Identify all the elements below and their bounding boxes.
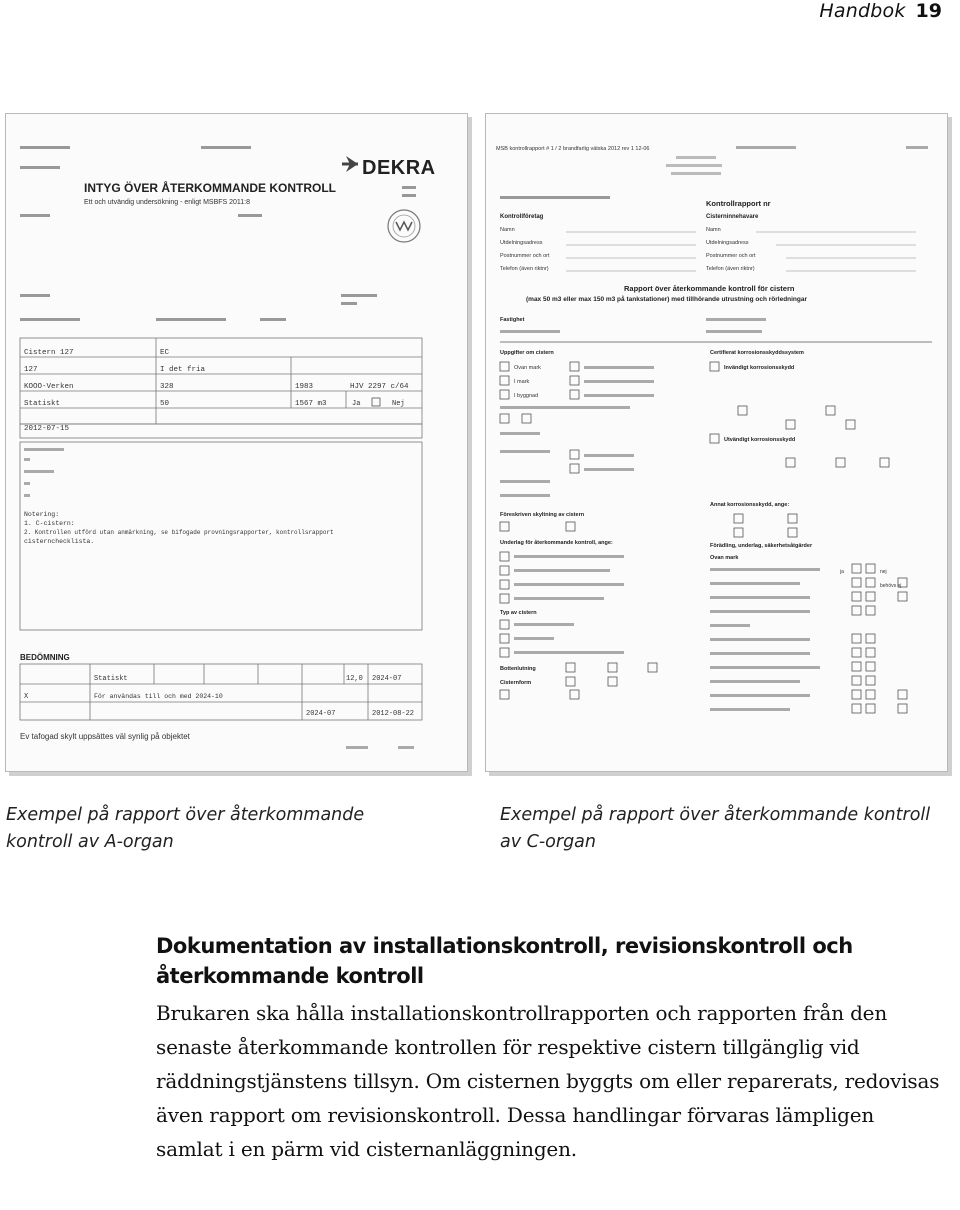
doc-c-invandig: Invändigt korrosionsskydd [724,365,795,371]
doc-c-cisterninnehavare: Cisterninnehavare [706,214,759,220]
section-heading: Dokumentation av installationskontroll, revisionskontroll och återkommande kontroll [156,934,853,988]
caption-c-organ: Exempel på rapport över återkommande kontroll av C-organ [500,805,931,852]
doc-a-year: 1983 [295,383,314,391]
doc-a-notering-3: cisternchecklista. [24,538,95,545]
doc-c-main-subtitle: (max 50 m3 eller max 150 m3 på tankstationer) med tillhörande utrustning och rörledningar [526,296,808,303]
doc-a-hjv: HJV 2297 c/64 [350,383,409,391]
doc-a-date: 2012-07-15 [24,425,70,433]
doc-a-footer-note: Ev tafogad skylt uppsättes väl synlig på objektet [20,732,190,741]
doc-c-main-title: Rapport över återkommande kontroll för cistern [624,284,795,293]
doc-a-ec: EC [160,349,170,357]
dekra-logo-text: DEKRA [362,157,436,179]
doc-c-i-byggnad: I byggnad [514,393,539,399]
doc-c-kontrollrapport: Kontrollrapport nr [706,199,771,208]
doc-c-foradling: Förädling, underlag, säkerhetsåtgärder [710,543,813,549]
doc-a-bed-statiskt: Statiskt [94,675,128,683]
doc-a-127: 127 [24,366,38,374]
doc-c-annat: Annat korrosionsskydd, ange: [710,502,790,508]
doc-c-typ-av: Typ av cistern [500,610,537,616]
doc-a-bed-x: X [24,693,29,701]
doc-c-telefon: Telefon (även riktnr) [500,266,549,272]
doc-a-notering-2: 2. Kontrollen utförd utan anmärkning, se bifogade provningsrapporter, kontrollsrapport [24,529,334,536]
doc-a-subtitle: Ett och utvändig undersökning - enligt MSBFS 2011:8 [84,199,251,206]
doc-a-bed-date2: 2024-07 [306,710,336,718]
doc-c-ovan-mark-2: Ovan mark [710,555,739,561]
doc-c-topline: MSB kontrollrapport # 1 / 2 brandfarlig vätska 2012 rev 1 12-06 [496,146,650,152]
doc-a-volume: 1567 m3 [295,400,327,408]
doc-c-utvandig: Utvändigt korrosionsskydd [724,437,796,443]
doc-a-bed-date1: 2024-07 [372,675,402,683]
doc-a-notering-1: 1. C-cistern: [24,520,75,527]
doc-c-foreskriven: Föreskriven skyltning av cistern [500,512,585,518]
report-c-drawing [486,114,948,772]
doc-a-bedomning: BEDÖMNING [20,653,70,662]
section-body: Brukaren ska hålla installationskontrollrapporten och rapporten från den senaste återkommande kontrollen för respektive cistern tillgänglig vid räddningstjänstens tillsyn. Om cisternen byggts om eller reparerats, redovisas även rapport om revisionskontroll. Dessa handlingar förvaras lämpligen samlat i en pärm vid cisternanläggningen. [156,1001,940,1161]
page-number: 19 [915,0,942,22]
doc-c-uppgifter: Uppgifter om cistern [500,350,554,356]
report-a-drawing [6,114,468,772]
report-image-c-organ [485,113,948,772]
doc-a-bed-date3: 2012-08-22 [372,710,415,718]
doc-a-cistern: Cistern 127 [24,349,74,357]
doc-c-utdelningsadress: Utdelningsadress [500,240,543,246]
doc-c-postnummer-2: Postnummer och ort [706,253,756,259]
doc-c-namn-2: Namn [706,227,721,233]
doc-c-telefon-2: Telefon (även riktnr) [706,266,755,272]
doc-a-ja: Ja [352,400,361,408]
doc-a-statiskt: Statiskt [24,400,61,408]
doc-c-certifierat: Certifierat korrosionsskyddssystem [710,350,804,356]
doc-c-namn: Namn [500,227,515,233]
doc-a-title: INTYG ÖVER ÅTERKOMMANDE KONTROLL [84,181,336,195]
doc-c-nej: nej [880,569,887,575]
doc-c-i-mark: I mark [514,379,530,385]
documentation-section [156,931,946,1166]
doc-c-cisternform: Cisternform [500,680,532,686]
doc-c-fastighet: Fastighet [500,317,525,323]
doc-c-underlag: Underlag för återkommande kontroll, ange: [500,540,613,546]
report-image-a-organ [5,113,468,772]
doc-c-ja: ja [840,569,844,575]
header-label: Handbok [819,0,906,22]
doc-c-postnummer: Postnummer och ort [500,253,550,259]
doc-a-notering-label: Notering: [24,511,60,518]
page-header [819,0,942,24]
doc-a-bed-value: 12,0 [346,675,363,683]
doc-c-kontrollforetag: Kontrollföretag [500,214,544,220]
doc-a-nej: Nej [392,400,405,408]
caption-a-organ: Exempel på rapport över återkommande kontroll av A-organ [6,805,365,852]
doc-a-50: 50 [160,400,170,408]
doc-c-ovan-mark: Ovan mark [514,365,541,371]
doc-c-behovs: behövs ej [880,583,902,589]
doc-c-utdelningsadress-2: Utdelningsadress [706,240,749,246]
doc-a-location: I det fria [160,366,206,374]
doc-a-verken: KOOO-Verken [24,383,74,391]
doc-a-bed-text: För användas till och med 2024-10 [94,693,223,700]
doc-a-328: 328 [160,383,174,391]
doc-c-botten: Bottenlutning [500,666,536,672]
